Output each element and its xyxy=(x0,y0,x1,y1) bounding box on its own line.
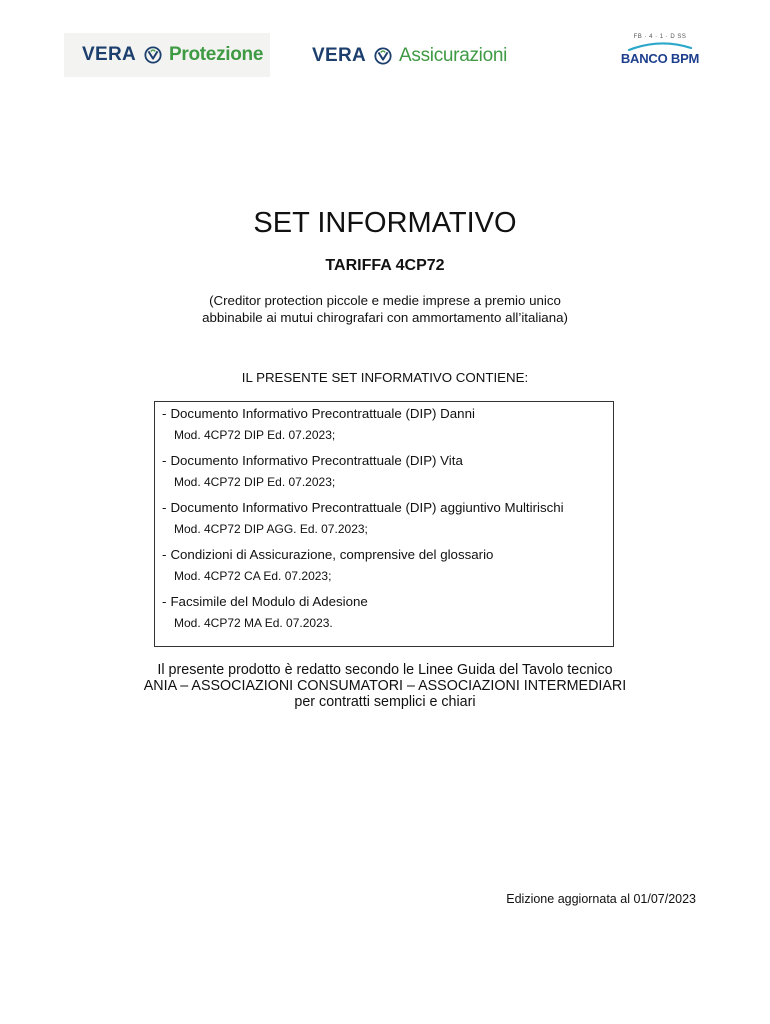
list-dash: - xyxy=(162,406,167,421)
list-item xyxy=(162,405,607,444)
list-item-mod: Mod. 4CP72 CA Ed. 07.2023; xyxy=(174,569,332,583)
list-item-mod: Mod. 4CP72 MA Ed. 07.2023. xyxy=(174,616,333,630)
guidelines-note xyxy=(0,662,770,710)
list-item-text: Condizioni di Assicurazione, comprensive del glossario xyxy=(170,547,494,562)
list-item xyxy=(162,593,607,632)
banco-bpm-logo-tag: FB · 4 · 1 · D SS xyxy=(633,34,687,40)
list-item-mod: Mod. 4CP72 DIP Ed. 07.2023; xyxy=(174,475,336,489)
list-item-label xyxy=(162,499,607,517)
list-item-mod: Mod. 4CP72 DIP AGG. Ed. 07.2023; xyxy=(174,522,368,536)
list-item-text: Documento Informativo Precontrattuale (DIP) Vita xyxy=(170,453,463,468)
edition-date: Edizione aggiornata al 01/07/2023 xyxy=(506,892,696,906)
list-item-label xyxy=(162,546,607,564)
vera-assicurazioni-logo-brand: Assicurazioni xyxy=(399,45,508,66)
list-dash: - xyxy=(162,453,167,468)
list-item xyxy=(162,546,607,585)
list-item-label xyxy=(162,405,607,423)
list-dash: - xyxy=(162,547,167,562)
banco-swoosh-icon xyxy=(625,41,695,51)
list-item xyxy=(162,452,607,491)
vera-shield-icon xyxy=(374,47,392,65)
vera-protezione-logo-vera: VERA xyxy=(82,44,136,65)
banco-bpm-logo-name: BANCO BPM xyxy=(620,51,700,66)
vera-protezione-logo xyxy=(64,33,270,77)
document-description xyxy=(0,292,770,326)
contents-box xyxy=(154,401,614,647)
list-dash: - xyxy=(162,594,167,609)
vera-protezione-logo-brand: Protezione xyxy=(169,44,264,65)
contains-heading: IL PRESENTE SET INFORMATIVO CONTIENE: xyxy=(241,370,529,385)
document-title: SET INFORMATIVO xyxy=(253,207,517,239)
list-item-label xyxy=(162,593,607,611)
description-line-2: abbinabile ai mutui chirografari con ammortamento all’italiana) xyxy=(202,310,568,325)
vera-shield-icon xyxy=(144,46,162,64)
document-subtitle: TARIFFA 4CP72 xyxy=(325,257,445,274)
guidelines-line-2: ANIA – ASSOCIAZIONI CONSUMATORI – ASSOCIAZIONI INTERMEDIARI xyxy=(143,678,627,694)
guidelines-line-3: per contratti semplici e chiari xyxy=(294,694,476,710)
list-item-mod: Mod. 4CP72 DIP Ed. 07.2023; xyxy=(174,428,336,442)
list-item-text: Documento Informativo Precontrattuale (DIP) aggiuntivo Multirischi xyxy=(170,500,564,515)
vera-assicurazioni-logo-vera: VERA xyxy=(312,45,366,66)
list-dash: - xyxy=(162,500,167,515)
list-item xyxy=(162,499,607,538)
guidelines-line-1: Il presente prodotto è redatto secondo le Linee Guida del Tavolo tecnico xyxy=(157,662,613,678)
description-line-1: (Creditor protection piccole e medie imprese a premio unico xyxy=(209,293,561,308)
list-item-text: Facsimile del Modulo di Adesione xyxy=(170,594,368,609)
list-item-text: Documento Informativo Precontrattuale (DIP) Danni xyxy=(170,406,475,421)
vera-assicurazioni-logo xyxy=(312,36,507,76)
list-item-label xyxy=(162,452,607,470)
banco-bpm-logo xyxy=(608,33,712,75)
